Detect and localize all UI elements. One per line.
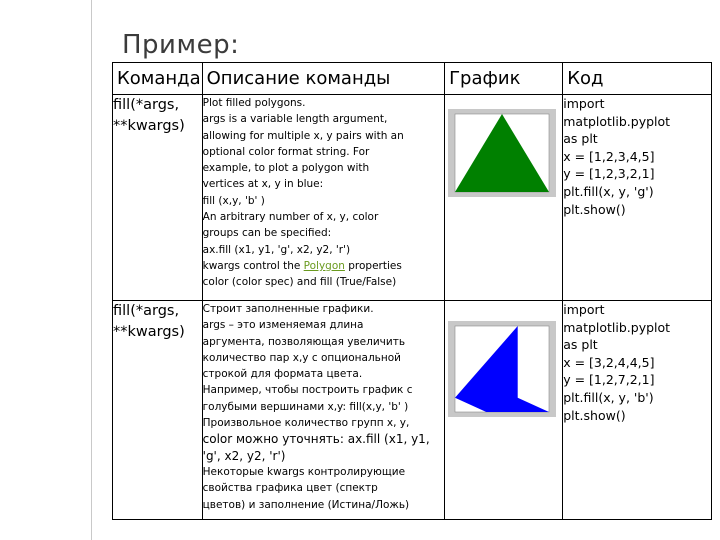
description-line: fill (x,y, 'b' ) xyxy=(202,194,265,207)
description-line: строкой для формата цвета. xyxy=(202,368,363,381)
code-line: plt.show() xyxy=(563,407,626,423)
description-line: Произвольное количество групп x, y, xyxy=(202,417,410,430)
header-command: Команда xyxy=(113,63,203,95)
code-cell xyxy=(563,95,712,301)
description-line: groups can be specified: xyxy=(202,227,332,240)
description-line: ax.fill (x1, y1, 'g', x2, y2, 'r') xyxy=(202,243,351,256)
description-line: color (color spec) and fill (True/False) xyxy=(202,276,397,289)
code-line: y = [1,2,3,2,1] xyxy=(563,166,655,182)
table-header-row xyxy=(113,63,712,95)
description-line: optional color format string. For xyxy=(202,145,370,158)
slide-title: Пример: xyxy=(122,30,240,60)
description-line: аргумента, позволяющая увеличить xyxy=(202,335,406,348)
code-line: as plt xyxy=(563,131,598,147)
description-line: Например, чтобы построить график с xyxy=(202,384,413,397)
code-line: as plt xyxy=(563,337,598,353)
code-line: plt.show() xyxy=(563,201,626,217)
slide-left-rule xyxy=(91,0,92,540)
code-line: plt.fill(x, y, 'b') xyxy=(563,389,654,405)
description-line: 'g', x2, y2, 'r') xyxy=(202,448,286,463)
code-line: matplotlib.pyplot xyxy=(563,113,671,129)
graph-cell xyxy=(445,95,563,301)
description-line: args – это изменяемая длина xyxy=(202,319,364,332)
table-row xyxy=(113,95,712,301)
description-line: color можно уточнять: ax.fill (x1, y1, xyxy=(202,432,430,447)
description-cell xyxy=(202,95,444,301)
description-cell xyxy=(202,301,444,520)
description-line: цветов) и заполнение (Истина/Ложь) xyxy=(202,498,410,511)
command-text: fill(*args, **kwargs) xyxy=(113,97,185,134)
plot-blue-polygon xyxy=(448,321,556,417)
header-graph: График xyxy=(445,63,563,95)
description-line: свойства графика цвет (спектр xyxy=(202,482,378,495)
command-table xyxy=(112,62,712,520)
description-line: An arbitrary number of x, y, color xyxy=(202,211,379,224)
description-line: количество пар x,y с опциональной xyxy=(202,351,401,364)
code-line: import xyxy=(563,96,605,111)
command-cell xyxy=(113,95,203,301)
description-line: example, to plot a polygon with xyxy=(202,162,370,175)
table-row xyxy=(113,301,712,520)
code-line: matplotlib.pyplot xyxy=(563,319,671,335)
description-line: голубыми вершинами x,y: fill(x,y, 'b' ) xyxy=(202,400,409,413)
command-cell xyxy=(113,301,203,520)
code-cell xyxy=(563,301,712,520)
description-line: args is a variable length argument, xyxy=(202,113,388,126)
description-line: allowing for multiple x, y pairs with an xyxy=(202,129,404,142)
polygon-link[interactable]: Polygon xyxy=(303,259,345,272)
header-code: Код xyxy=(563,63,712,95)
code-line: plt.fill(x, y, 'g') xyxy=(563,183,654,199)
header-description: Описание команды xyxy=(202,63,444,95)
code-line: x = [1,2,3,4,5] xyxy=(563,148,655,164)
polygon-line: kwargs control the Polygon properties xyxy=(202,259,402,272)
description-line: Строит заполненные графики. xyxy=(202,303,374,315)
command-text: fill(*args, **kwargs) xyxy=(113,303,185,340)
code-line: x = [3,2,4,4,5] xyxy=(563,354,655,370)
code-line: y = [1,2,7,2,1] xyxy=(563,372,655,388)
description-line: Некоторые kwargs контролирующие xyxy=(202,465,406,478)
description-line: vertices at x, y in blue: xyxy=(202,178,324,191)
graph-cell xyxy=(445,301,563,520)
plot-green-triangle xyxy=(448,109,556,197)
code-line: import xyxy=(563,302,605,317)
description-line: Plot filled polygons. xyxy=(202,97,306,109)
